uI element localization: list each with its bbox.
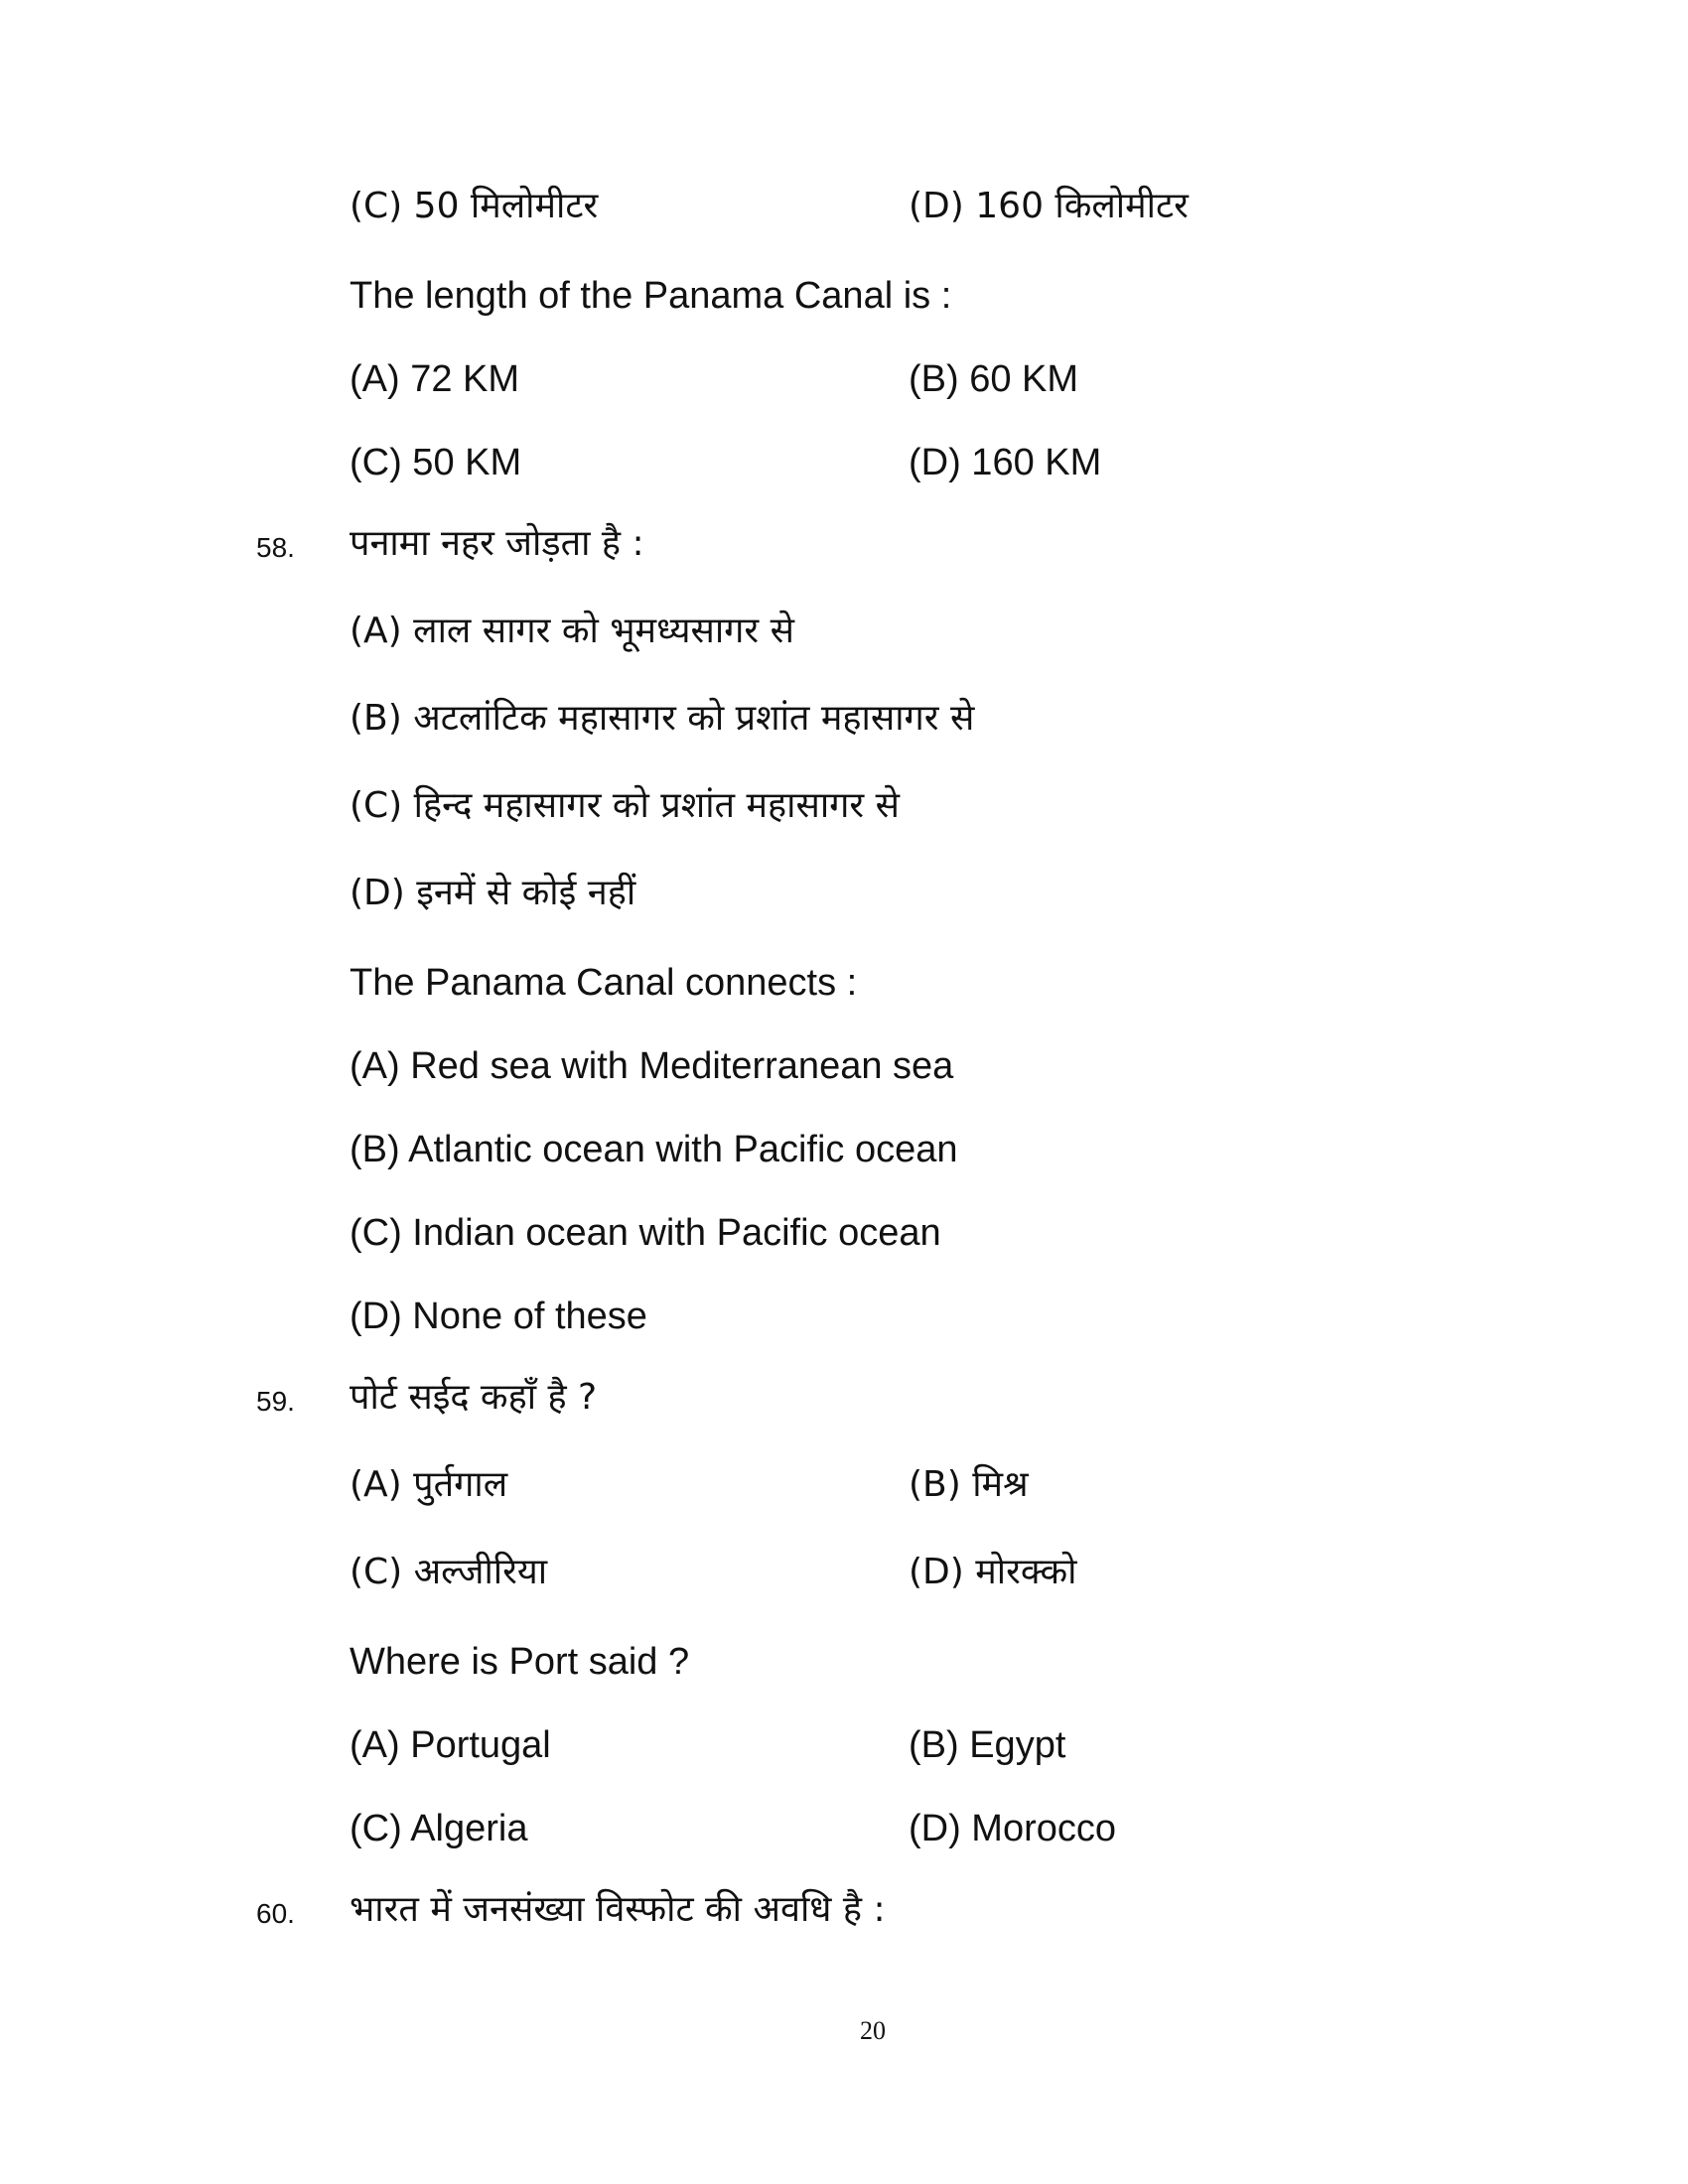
- q59-en-question: Where is Port said ?: [350, 1641, 690, 1683]
- q57-en-question: The length of the Panama Canal is :: [350, 275, 952, 317]
- q59-hi-option-d: (D) मोरक्को: [909, 1552, 1077, 1592]
- q59-en-option-d: (D) Morocco: [909, 1808, 1117, 1849]
- q58-en-option-d: (D) None of these: [350, 1296, 647, 1337]
- q58-hi-option-a: (A) लाल सागर को भूमध्यसागर से: [350, 611, 794, 651]
- q58-hi-option-b: (B) अटलांटिक महासागर को प्रशांत महासागर से: [350, 698, 975, 739]
- q57-hi-option-d: (D) 160 किलोमीटर: [909, 186, 1189, 226]
- q59-hi-question: पोर्ट सईद कहाँ है ?: [350, 1377, 598, 1418]
- page-number: 20: [860, 2016, 886, 2045]
- q57-en-option-b: (B) 60 KM: [909, 358, 1079, 400]
- q58-en-option-b: (B) Atlantic ocean with Pacific ocean: [350, 1129, 958, 1170]
- q58-en-option-a: (A) Red sea with Mediterranean sea: [350, 1045, 954, 1087]
- q60-number: 60.: [256, 1898, 295, 1929]
- q59-en-option-b: (B) Egypt: [909, 1724, 1066, 1766]
- q59-en-option-a: (A) Portugal: [350, 1724, 551, 1766]
- q60-hi-question: भारत में जनसंख्या विस्फोट की अवधि है :: [350, 1889, 886, 1930]
- q57-en-option-a: (A) 72 KM: [350, 358, 520, 400]
- q57-en-option-d: (D) 160 KM: [909, 442, 1102, 483]
- q59-hi-option-a: (A) पुर्तगाल: [350, 1464, 508, 1505]
- q59-hi-option-c: (C) अल्जीरिया: [350, 1552, 548, 1592]
- q58-hi-option-d: (D) इनमें से कोई नहीं: [350, 873, 636, 913]
- q57-hi-option-c: (C) 50 मिलोमीटर: [350, 186, 599, 226]
- q59-en-option-c: (C) Algeria: [350, 1808, 528, 1849]
- q58-en-option-c: (C) Indian ocean with Pacific ocean: [350, 1212, 941, 1254]
- q58-number: 58.: [256, 532, 295, 563]
- q58-hi-question: पनामा नहर जोड़ता है :: [350, 523, 644, 564]
- q59-number: 59.: [256, 1386, 295, 1417]
- q59-hi-option-b: (B) मिश्र: [909, 1464, 1029, 1505]
- q58-en-question: The Panama Canal connects :: [350, 962, 858, 1004]
- q58-hi-option-c: (C) हिन्द महासागर को प्रशांत महासागर से: [350, 785, 900, 826]
- q57-en-option-c: (C) 50 KM: [350, 442, 522, 483]
